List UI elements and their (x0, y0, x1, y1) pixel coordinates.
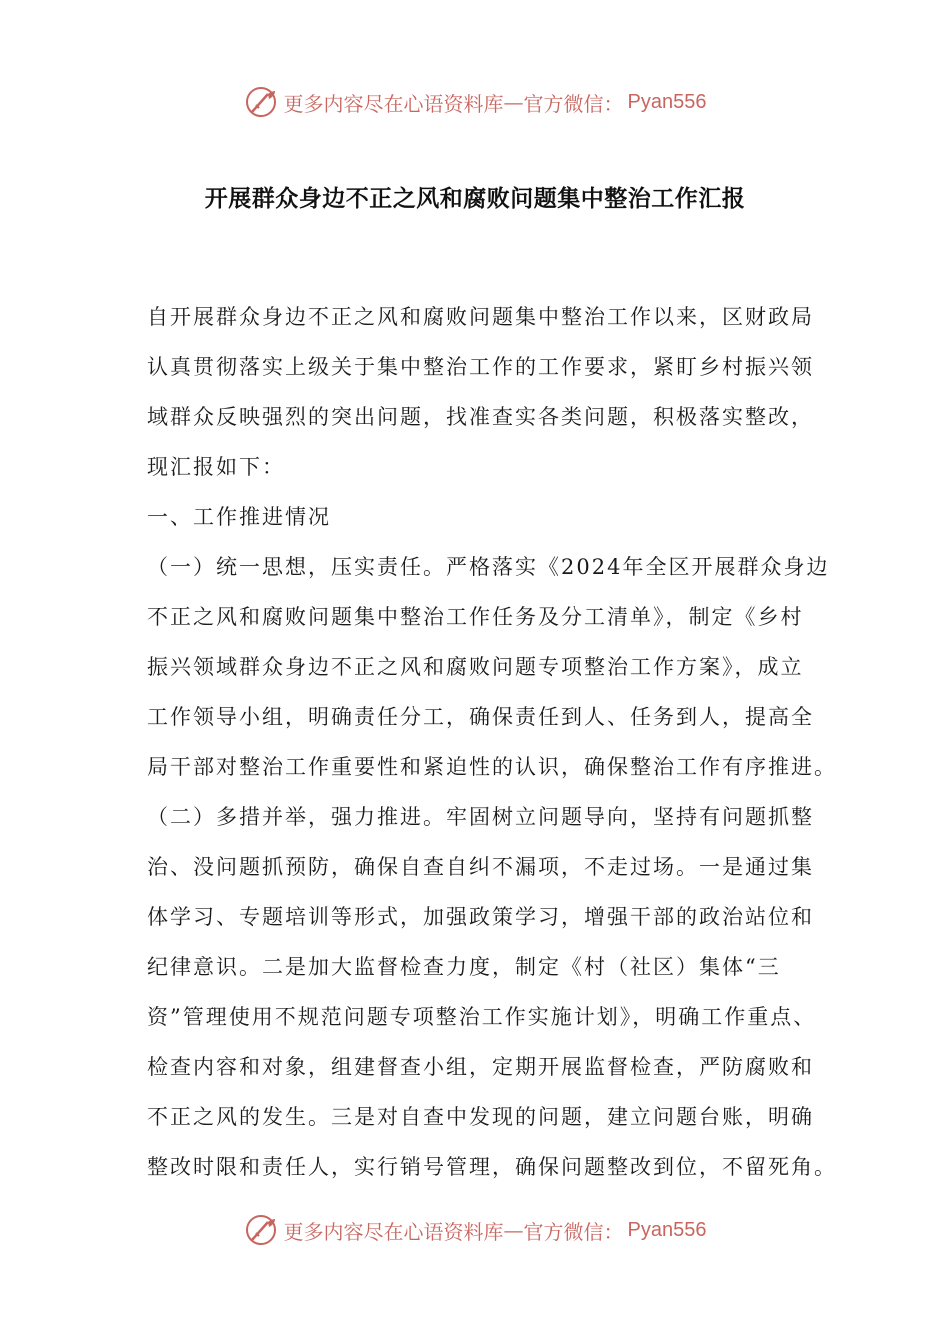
body-line: 治、没问题抓预防，确保自查自纠不漏项，不走过场。一是通过集 (147, 855, 814, 879)
watermark-brand: 更多内容尽在心语资料库 (283, 91, 504, 116)
body-line: 资”管理使用不规范问题专项整治工作实施计划》，明确工作重点、 (147, 1005, 817, 1029)
watermark-separator: — (503, 1218, 524, 1242)
watermark-official: 官方微信： (523, 1219, 624, 1244)
body-line: 体学习、专题培训等形式，加强政策学习，增强干部的政治站位和 (147, 905, 814, 929)
body-line: （二）多措并举，强力推进。牢固树立问题导向，坚持有问题抓整 (147, 805, 814, 829)
watermark-separator: — (503, 90, 524, 114)
section-heading: 一、工作推进情况 (147, 505, 331, 529)
header-watermark (0, 82, 950, 122)
body-line: 工作领导小组，明确责任分工，确保责任到人、任务到人，提高全 (147, 705, 814, 729)
body-line: 整改时限和责任人，实行销号管理，确保问题整改到位，不留死角。 (147, 1155, 837, 1179)
quill-seal-icon (244, 85, 278, 119)
body-line: 现汇报如下： (147, 455, 285, 479)
body-line: 不正之风的发生。三是对自查中发现的问题，建立问题台账，明确 (147, 1105, 814, 1129)
watermark-official: 官方微信： (523, 91, 624, 116)
body-line: 认真贯彻落实上级关于集中整治工作的工作要求，紧盯乡村振兴领 (147, 355, 814, 379)
document-body (147, 292, 837, 1192)
body-line: 检查内容和对象，组建督查小组，定期开展监督检查，严防腐败和 (147, 1055, 814, 1079)
watermark-handle: Pyan556 (627, 1218, 707, 1241)
footer-watermark (0, 1210, 950, 1250)
document-title: 开展群众身边不正之风和腐败问题集中整治工作汇报 (204, 186, 746, 212)
quill-seal-icon (244, 1213, 278, 1247)
watermark-handle: Pyan556 (627, 90, 707, 113)
body-line: 纪律意识。二是加大监督检查力度，制定《村（社区）集体“三 (147, 955, 781, 979)
watermark-brand: 更多内容尽在心语资料库 (283, 1219, 504, 1244)
body-line: 自开展群众身边不正之风和腐败问题集中整治工作以来，区财政局 (147, 305, 814, 329)
body-line: （一）统一思想，压实责任。严格落实《2024年全区开展群众身边 (147, 555, 830, 579)
body-line: 振兴领域群众身边不正之风和腐败问题专项整治工作方案》，成立 (147, 655, 804, 679)
body-line: 域群众反映强烈的突出问题，找准查实各类问题，积极落实整改， (147, 405, 814, 429)
body-line: 不正之风和腐败问题集中整治工作任务及分工清单》，制定《乡村 (147, 605, 804, 629)
body-line: 局干部对整治工作重要性和紧迫性的认识，确保整治工作有序推进。 (147, 755, 837, 779)
